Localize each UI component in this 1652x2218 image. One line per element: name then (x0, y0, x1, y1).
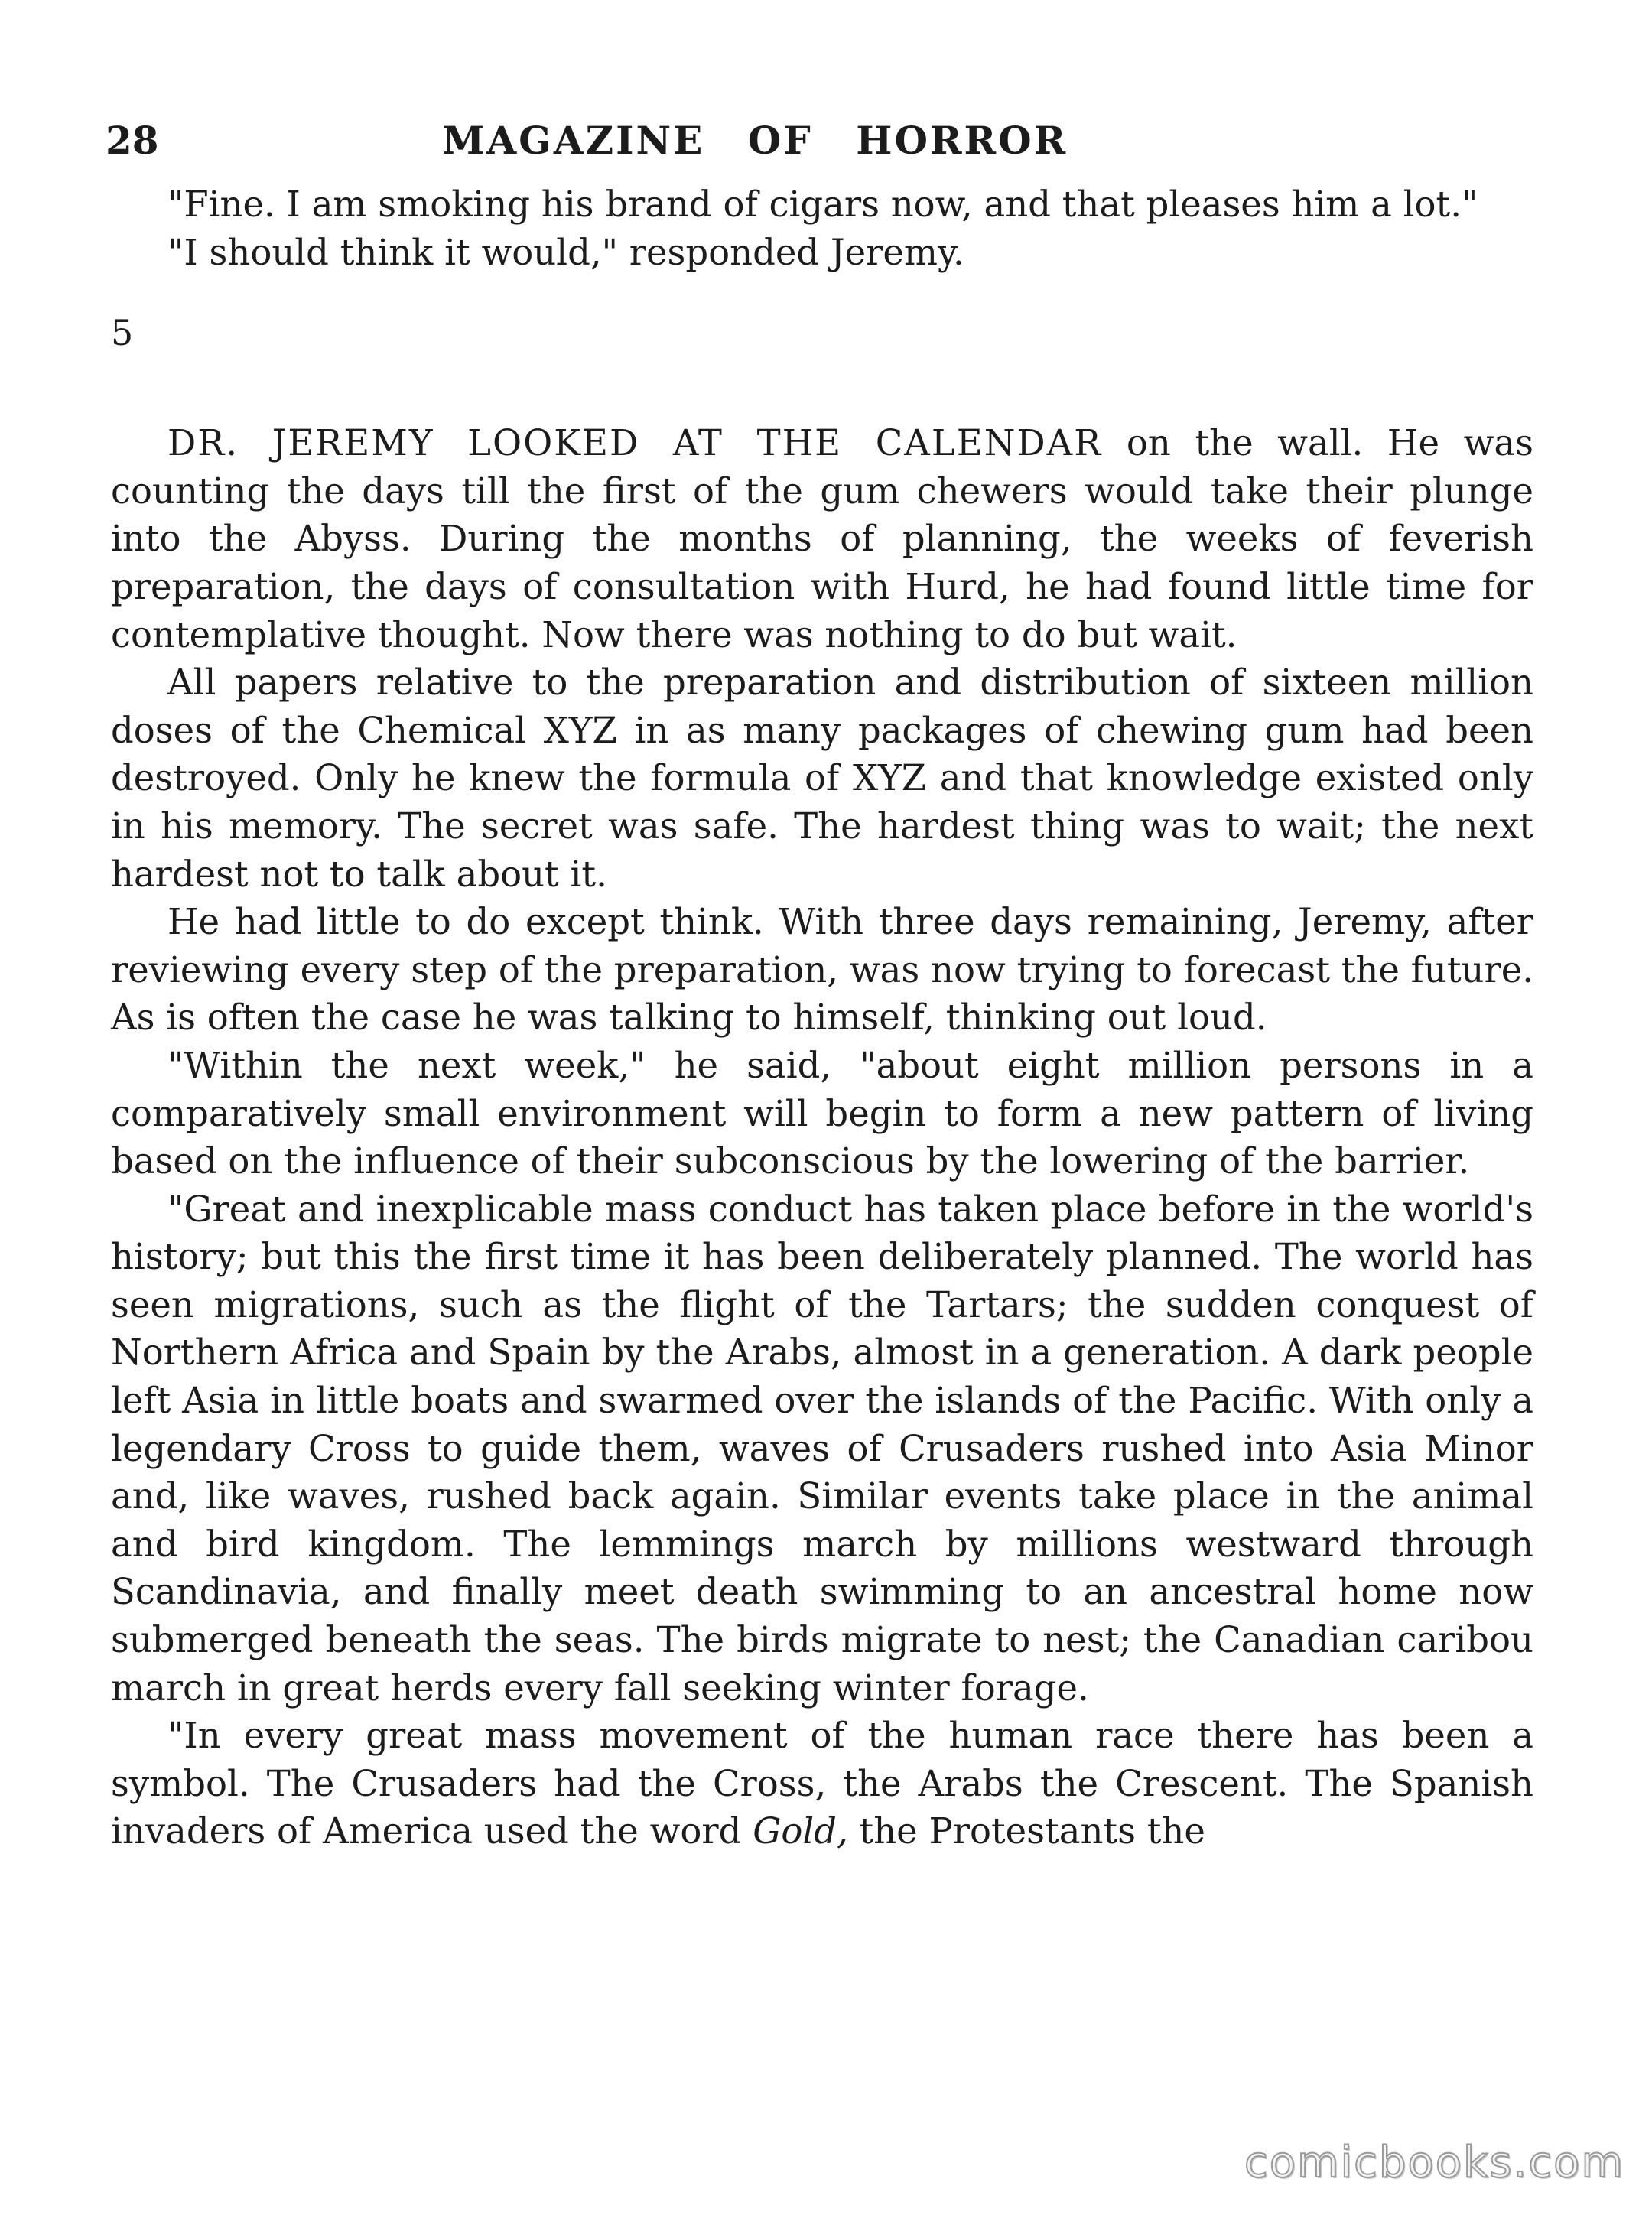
italic-word: Gold, (753, 1810, 848, 1852)
paragraph (111, 1712, 1533, 1855)
paragraph: "Fine. I am smoking his brand of cigars now, and that pleases him a lot." (167, 184, 1478, 225)
paragraph (111, 419, 1533, 659)
paragraph: He had little to do except think. With three days remaining, Jeremy, after reviewing every step of the preparation, was now trying to forecast the future. As is often the case he was talking to himself, thinking out loud. (111, 901, 1533, 1039)
paragraph-text: "In every great mass movement of the human race there has been a symbol. The Crusaders had the Cross, the Arabs the Crescent. The Spanish invaders of America used the word (111, 1715, 1533, 1852)
running-head (106, 113, 1520, 168)
paragraph: All papers relative to the preparation and distribution of sixteen million doses of the Chemical XYZ in as many packages of chewing gum had been destroyed. Only he knew the formula of XYZ and that knowledge existed only in his memory. The secret was safe. The hardest thing was to wait; the next hardest not to talk about it. (111, 662, 1533, 895)
section-number: 5 (111, 312, 134, 354)
paragraph: "I should think it would," responded Jeremy. (167, 231, 964, 273)
paragraph-text: on the wall. He was counting the days till the first of the gum chewers would take their plunge into the Abyss. During the months of planning, the weeks of feverish preparation, the days of consultation with Hurd, he had found little time for contemplative thought. Now there was nothing to do but wait. (111, 422, 1534, 655)
chapter-lead-in: DR. JEREMY LOOKED AT THE CALENDAR (167, 422, 1103, 464)
paragraph-text: the Protestants the (847, 1810, 1205, 1852)
magazine-title: MAGAZINE OF HORROR (442, 118, 1068, 163)
body-text (111, 180, 1533, 1855)
page-number: 28 (106, 118, 159, 163)
paragraph: "Within the next week," he said, "about eight million persons in a comparatively small environment will begin to form a new pattern of living based on the influence of their subconscious by the lowering of the barrier. (111, 1044, 1533, 1182)
paragraph: "Great and inexplicable mass conduct has taken place before in the world's history; but this the first time it has been deliberately planned. The world has seen migrations, such as the flight of the Tartars; the sudden conquest of Northern Africa and Spain by the Arabs, almost in a generation. A dark people left Asia in little boats and swarmed over the islands of the Pacific. With only a legendary Cross to guide them, waves of Crusaders rushed into Asia Minor and, like waves, rushed back again. Similar events take place in the animal and bird kingdom. The lemmings march by millions westward through Scandinavia, and finally meet death swimming to an ancestral home now submerged beneath the seas. The birds migrate to nest; the Canadian caribou march in great herds every fall seeking winter forage. (111, 1188, 1533, 1709)
watermark: comicbooks.com (1244, 2138, 1624, 2187)
